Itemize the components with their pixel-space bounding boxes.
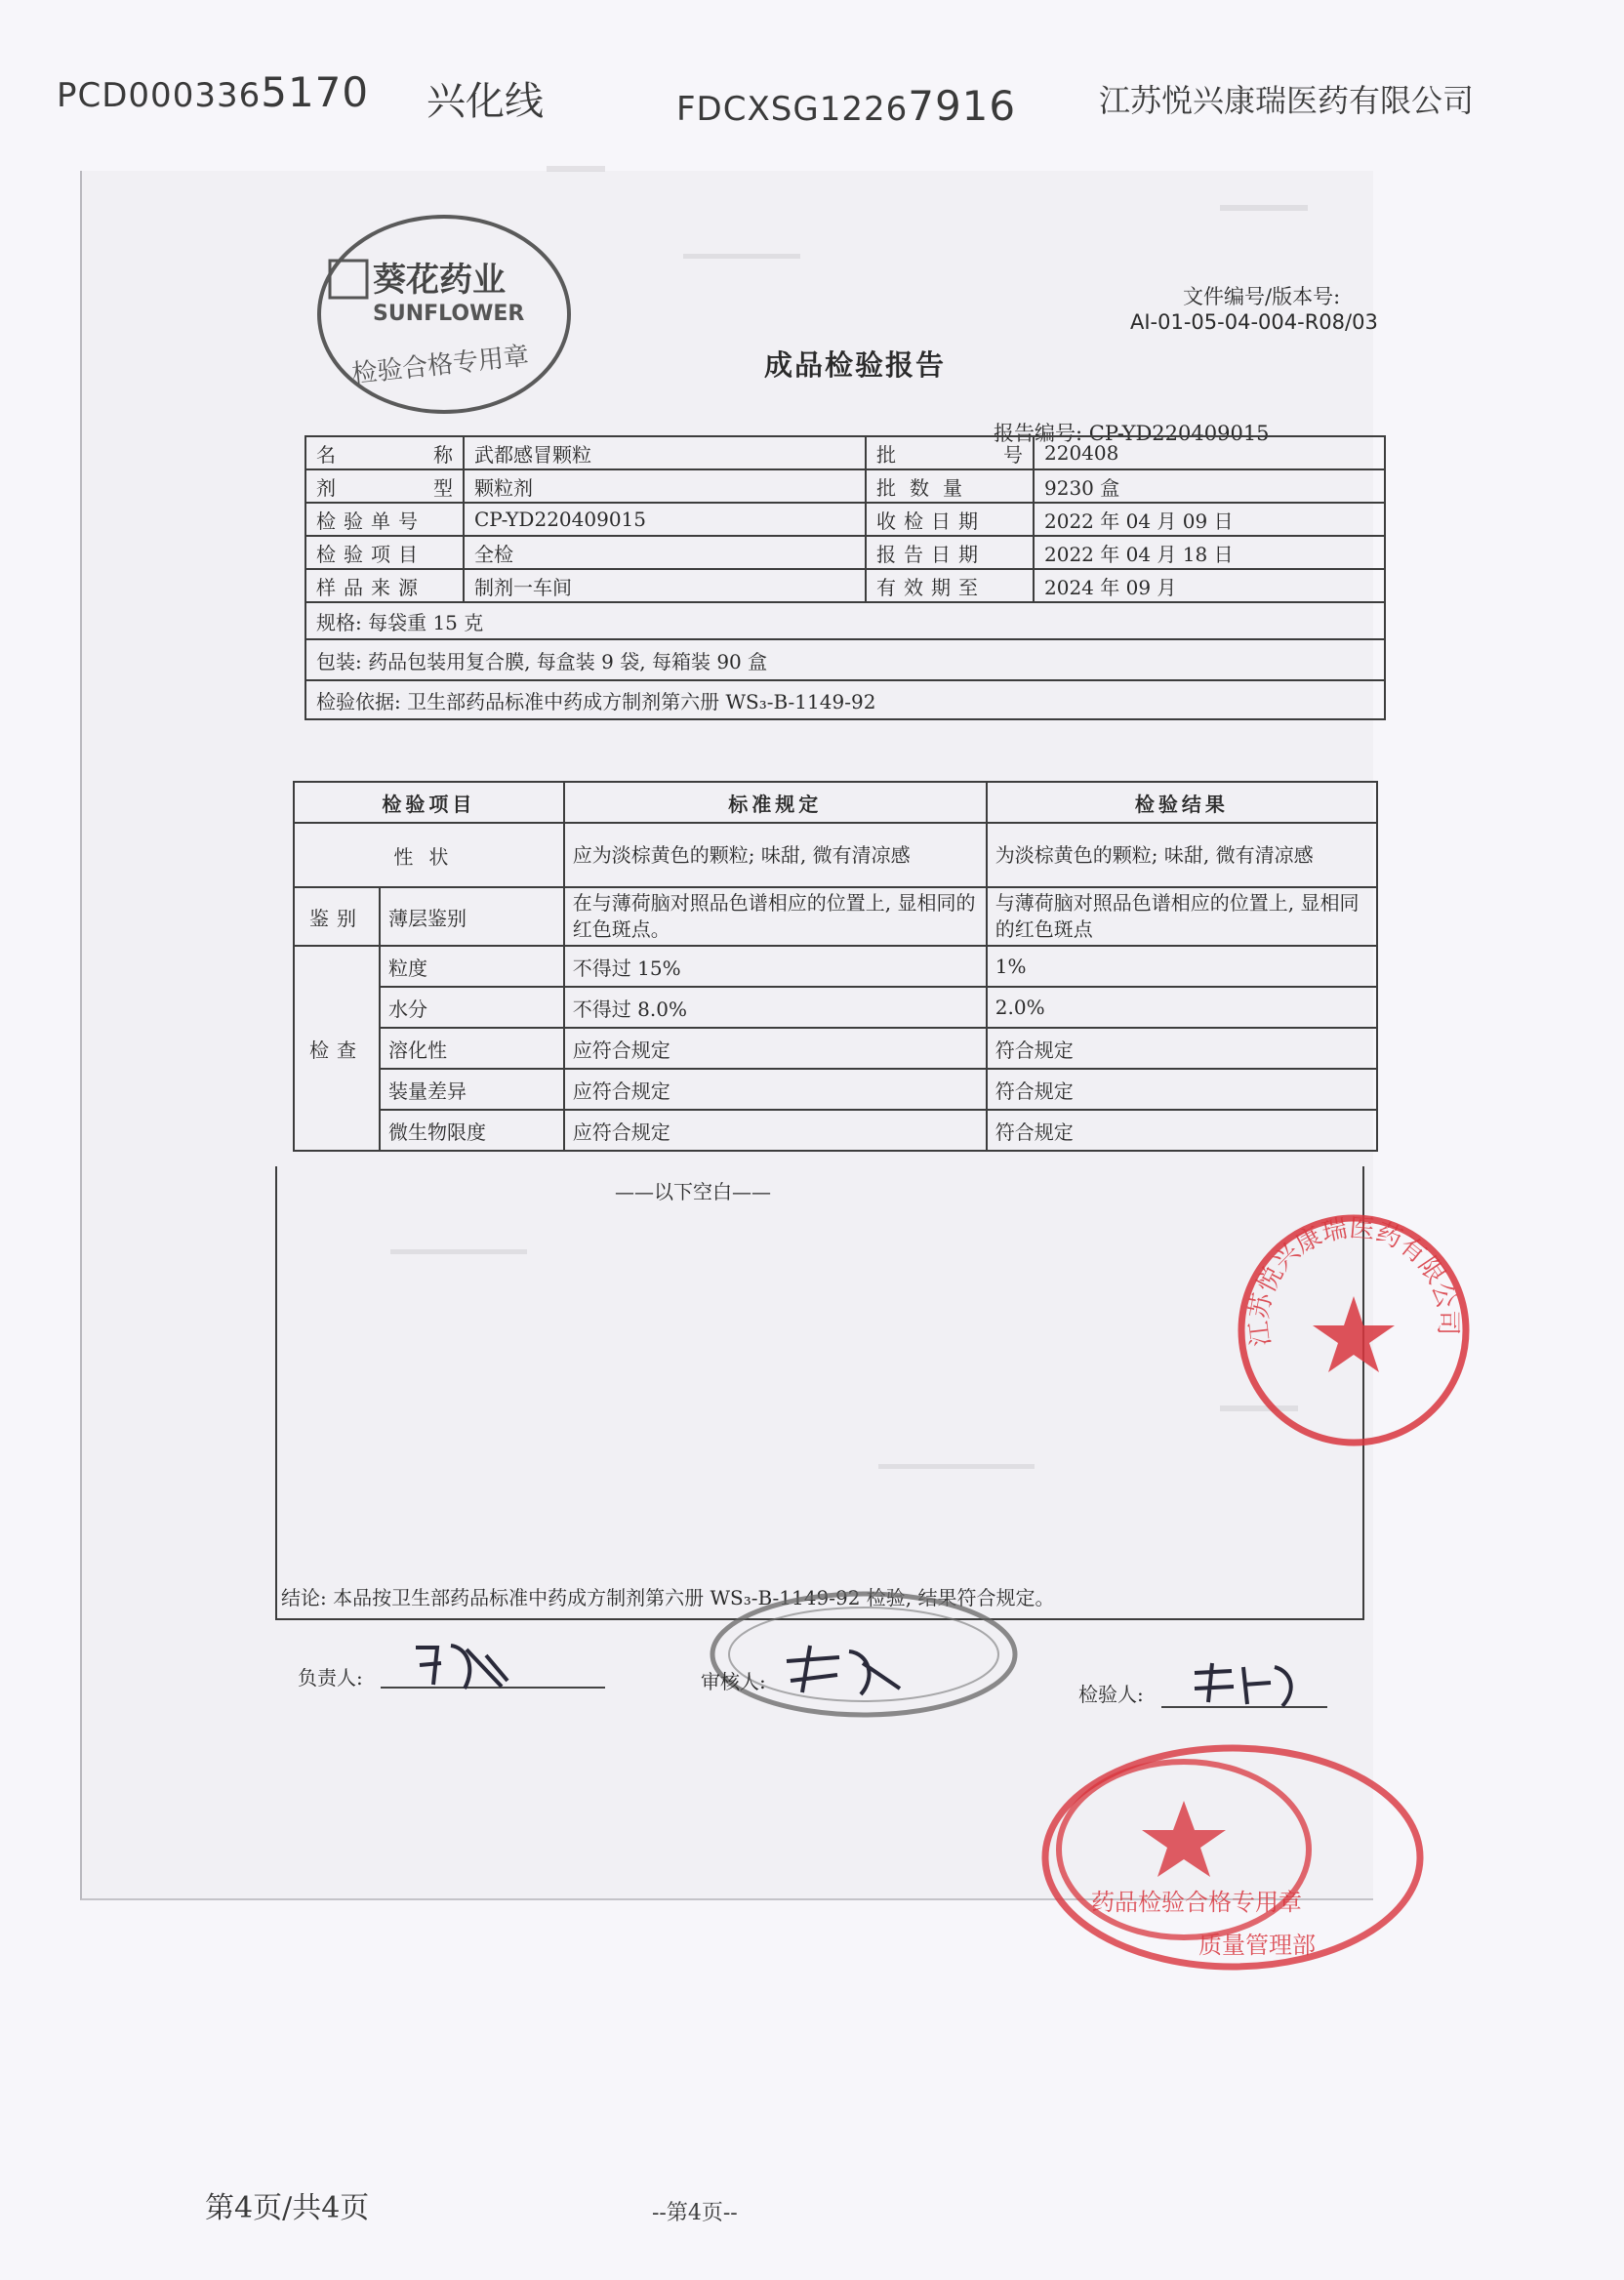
svg-text:检验合格专用章: 检验合格专用章 xyxy=(350,341,531,389)
reviewer-label: 审核人: xyxy=(701,1670,766,1693)
expiry-value: 2024 年 09 月 xyxy=(1034,569,1385,602)
svg-text:江苏悦兴康瑞医药有限公司: 江苏悦兴康瑞医药有限公司 xyxy=(1244,1213,1463,1348)
batch-label: 批 号 xyxy=(876,442,1023,467)
recv-value: 2022 年 04 月 09 日 xyxy=(1034,503,1385,536)
route-label: 兴化线 xyxy=(426,79,544,124)
check-item: 微生物限度 xyxy=(380,1110,564,1151)
check-standard: 应符合规定 xyxy=(564,1110,987,1151)
svg-text:SUNFLOWER: SUNFLOWER xyxy=(373,302,525,326)
top-left-code: PCD0003365170 xyxy=(57,68,370,116)
appearance-label: 性状 xyxy=(294,823,564,887)
responsible-label: 负责人: xyxy=(298,1666,363,1690)
quality-department-stamp xyxy=(1033,1732,1433,1981)
identify-standard: 在与薄荷脑对照品色谱相应的位置上, 显相同的红色斑点。 xyxy=(564,887,987,946)
company-header: 江苏悦兴康瑞医药有限公司 xyxy=(1099,82,1475,119)
col-result-header: 检验结果 xyxy=(987,782,1377,823)
check-standard: 不得过 15% xyxy=(564,946,987,987)
check-item: 水分 xyxy=(380,987,564,1028)
page-footer: --第4页-- xyxy=(652,2201,738,2225)
mid-code: FDCXSG12267916 xyxy=(676,82,1017,130)
form-value: 颗粒剂 xyxy=(464,469,866,503)
company-round-stamp xyxy=(1232,1208,1476,1452)
check-result: 符合规定 xyxy=(987,1028,1377,1069)
qty-value: 9230 盒 xyxy=(1034,469,1385,503)
items-value: 全检 xyxy=(464,536,866,569)
source-value: 制剂一车间 xyxy=(464,569,866,602)
check-group: 检查 xyxy=(294,946,380,1151)
recv-label: 收检日期 xyxy=(866,503,1034,536)
svg-text:葵花药业: 葵花药业 xyxy=(373,261,506,300)
blank-below-note: ——以下空白—— xyxy=(615,1180,771,1203)
form-label: 剂 型 xyxy=(316,475,453,500)
basis-row: 检验依据: 卫生部药品标准中药成方制剂第六册 WS₃-B-1149-92 xyxy=(305,680,1385,719)
check-standard: 应符合规定 xyxy=(564,1028,987,1069)
source-label: 样品来源 xyxy=(305,569,464,602)
order-value: CP-YD220409015 xyxy=(464,503,866,536)
identify-result: 与薄荷脑对照品色谱相应的位置上, 显相同的红色斑点 xyxy=(987,887,1377,946)
appearance-standard: 应为淡棕黄色的颗粒; 味甜, 微有清凉感 xyxy=(564,823,987,887)
expiry-label: 有效期至 xyxy=(866,569,1034,602)
items-label: 检验项目 xyxy=(305,536,464,569)
qty-label: 批数量 xyxy=(866,469,1034,503)
remarks-area xyxy=(275,1166,1364,1620)
doc-number-label: 文件编号/版本号: xyxy=(1183,285,1341,308)
report-date-label: 报告日期 xyxy=(866,536,1034,569)
appearance-result: 为淡棕黄色的颗粒; 味甜, 微有清凉感 xyxy=(987,823,1377,887)
name-label: 名 称 xyxy=(316,442,453,467)
doc-version: AI-01-05-04-004-R08/03 xyxy=(1130,310,1378,334)
check-item: 粒度 xyxy=(380,946,564,987)
page-counter: 第4页/共4页 xyxy=(205,2191,370,2225)
sunflower-inspection-stamp xyxy=(312,207,576,422)
product-info-table xyxy=(304,435,1386,720)
responsible-signature xyxy=(408,1638,515,1696)
identify-group: 鉴别 xyxy=(294,887,380,946)
check-standard: 应符合规定 xyxy=(564,1069,987,1110)
svg-text:质量管理部: 质量管理部 xyxy=(1198,1932,1316,1959)
inspector-label: 检验人: xyxy=(1078,1683,1144,1706)
check-result: 符合规定 xyxy=(987,1110,1377,1151)
col-item-header: 检验项目 xyxy=(294,782,564,823)
col-standard-header: 标准规定 xyxy=(564,782,987,823)
inspector-signature xyxy=(1189,1659,1306,1712)
check-item: 溶化性 xyxy=(380,1028,564,1069)
report-date-value: 2022 年 04 月 18 日 xyxy=(1034,536,1385,569)
test-results-table xyxy=(293,781,1378,1152)
check-result: 2.0% xyxy=(987,987,1377,1028)
spec-row: 规格: 每袋重 15 克 xyxy=(305,602,1385,639)
order-label: 检验单号 xyxy=(305,503,464,536)
report-title: 成品检验报告 xyxy=(764,348,947,382)
check-item: 装量差异 xyxy=(380,1069,564,1110)
package-row: 包装: 药品包装用复合膜, 每盒装 9 袋, 每箱装 90 盒 xyxy=(305,639,1385,680)
batch-value: 220408 xyxy=(1034,436,1385,469)
report-number: 报告编号: CP-YD220409015 xyxy=(994,422,1270,445)
check-standard: 不得过 8.0% xyxy=(564,987,987,1028)
identify-label: 薄层鉴别 xyxy=(380,887,564,946)
svg-text:药品检验合格专用章: 药品检验合格专用章 xyxy=(1091,1889,1302,1916)
check-result: 1% xyxy=(987,946,1377,987)
name-value: 武都感冒颗粒 xyxy=(464,436,866,469)
check-result: 符合规定 xyxy=(987,1069,1377,1110)
reviewer-signature xyxy=(781,1642,908,1700)
conclusion: 结论: 本品按卫生部药品标准中药成方制剂第六册 WS₃-B-1149-92 检验, 结果符合规定。 xyxy=(281,1586,1055,1609)
